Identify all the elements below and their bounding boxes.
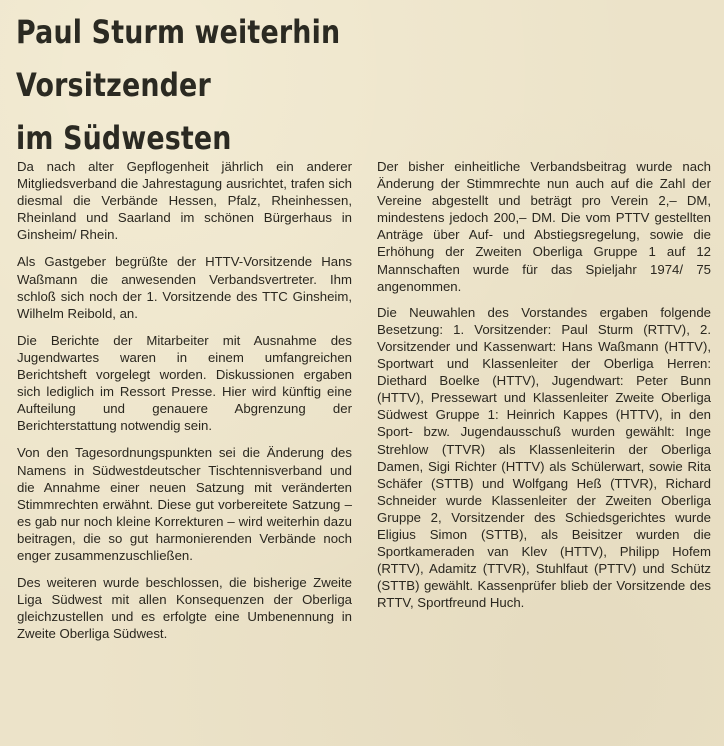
paragraph-intro: Da nach alter Gepflogenheit jährlich ein anderer Mitgliedsverband die Jahrestagung ausrichtet, trafen sich diesmal die Verbände Hessen, Pfalz, Rheinhessen, Rheinland und Saarland im schönen Bürgerhaus in Ginsheim/ Rhein. (17, 159, 352, 243)
paragraph-agenda: Von den Tagesordnungspunkten sei die Änderung des Namens in Südwestdeutscher Tischtennisverband und die Annahme einer neuen Satzung mit veränderten Stimmrechten erwähnt. Diese gut vorbereitete Satzung – es gab nur noch kleine Korrekturen – wird weiterhin dazu beitragen, die so gut harmonierenden Verbände noch enger zusammenzuschließen. (17, 445, 352, 563)
paragraph-fees: Der bisher einheitliche Verbandsbeitrag wurde nach Änderung der Stimmrechte nun auch auf die Zahl der Vereine abgestellt und beträgt pro Verein 2,– DM, mindestens jedoch 200,– DM. Die vom PTTV gestellten Anträge über Auf- und Abstiegsregelung, sowie die Erhöhung der Zweiten Oberliga Gruppe 1 auf 12 Mannschaften wurde für das Spieljahr 1974/ 75 angenommen. (377, 159, 711, 294)
headline-line-2: Vorsitzender (16, 66, 211, 104)
right-column (377, 158, 711, 620)
paragraph-welcome: Als Gastgeber begrüßte der HTTV-Vorsitzende Hans Waßmann die anwesenden Verbandsvertreter. Ihm schloß sich noch der 1. Vorsitzende des TTC Ginsheim, Wilhelm Reibold, an. (17, 254, 352, 321)
paragraph-reports: Die Berichte der Mitarbeiter mit Ausnahme des Jugendwartes waren in einem umfangreichen Berichtsheft vorgelegt worden. Diskussionen ergaben sich lediglich im Ressort Presse. Hier wird künftig eine Aufteilung und genauere Abgrenzung der Berichterstattung notwendig sein. (17, 332, 352, 434)
headline-line-3: im Südwesten (16, 119, 232, 157)
left-column (17, 158, 352, 652)
headline (16, 6, 341, 165)
paragraph-elections: Die Neuwahlen des Vorstandes ergaben folgende Besetzung: 1. Vorsitzender: Paul Sturm (RTTV), 2. Vorsitzender und Kassenwart: Hans Waßmann (HTTV), Sportwart und Klassenleiter der Oberliga Herren: Diethard Boelke (HTTV), Jugendwart: Peter Bunn (HTTV), Pressewart und Klassenleiter Zweite Oberliga Südwest Gruppe 1: Heinrich Kappes (HTTV), in den Sport- bzw. Jugendausschuß wurden gewählt: Inge Strehlow (TTVR) als Klassenleiterin der Oberliga Damen, Sigi Richter (HTTV) als Schülerwart, sowie Rita Schäfer (STTB) und Wolfgang Heß (TTVR), Richard Schneider wurde Klassenleiter der Zweiten Oberliga Gruppe 2, Vorsitzender des Schiedsgerichtes wurde Eligius Simon (STTB), als Beisitzer wurden die Sportkameraden van Klev (HTTV), Philipp Hofem (RTTV), Adamitz (TTVR), Stuhlfaut (PTTV) und Schütz (STTB) gewählt. Kassenprüfer blieb der Vorsitzende des RTTV, Sportfreund Huch. (377, 304, 711, 611)
headline-line-1: Paul Sturm weiterhin (16, 13, 341, 51)
paragraph-league: Des weiteren wurde beschlossen, die bisherige Zweite Liga Südwest mit allen Konsequenzen der Oberliga gleichzustellen und es erfolgte eine Umbenennung in Zweite Oberliga Südwest. (17, 575, 352, 642)
